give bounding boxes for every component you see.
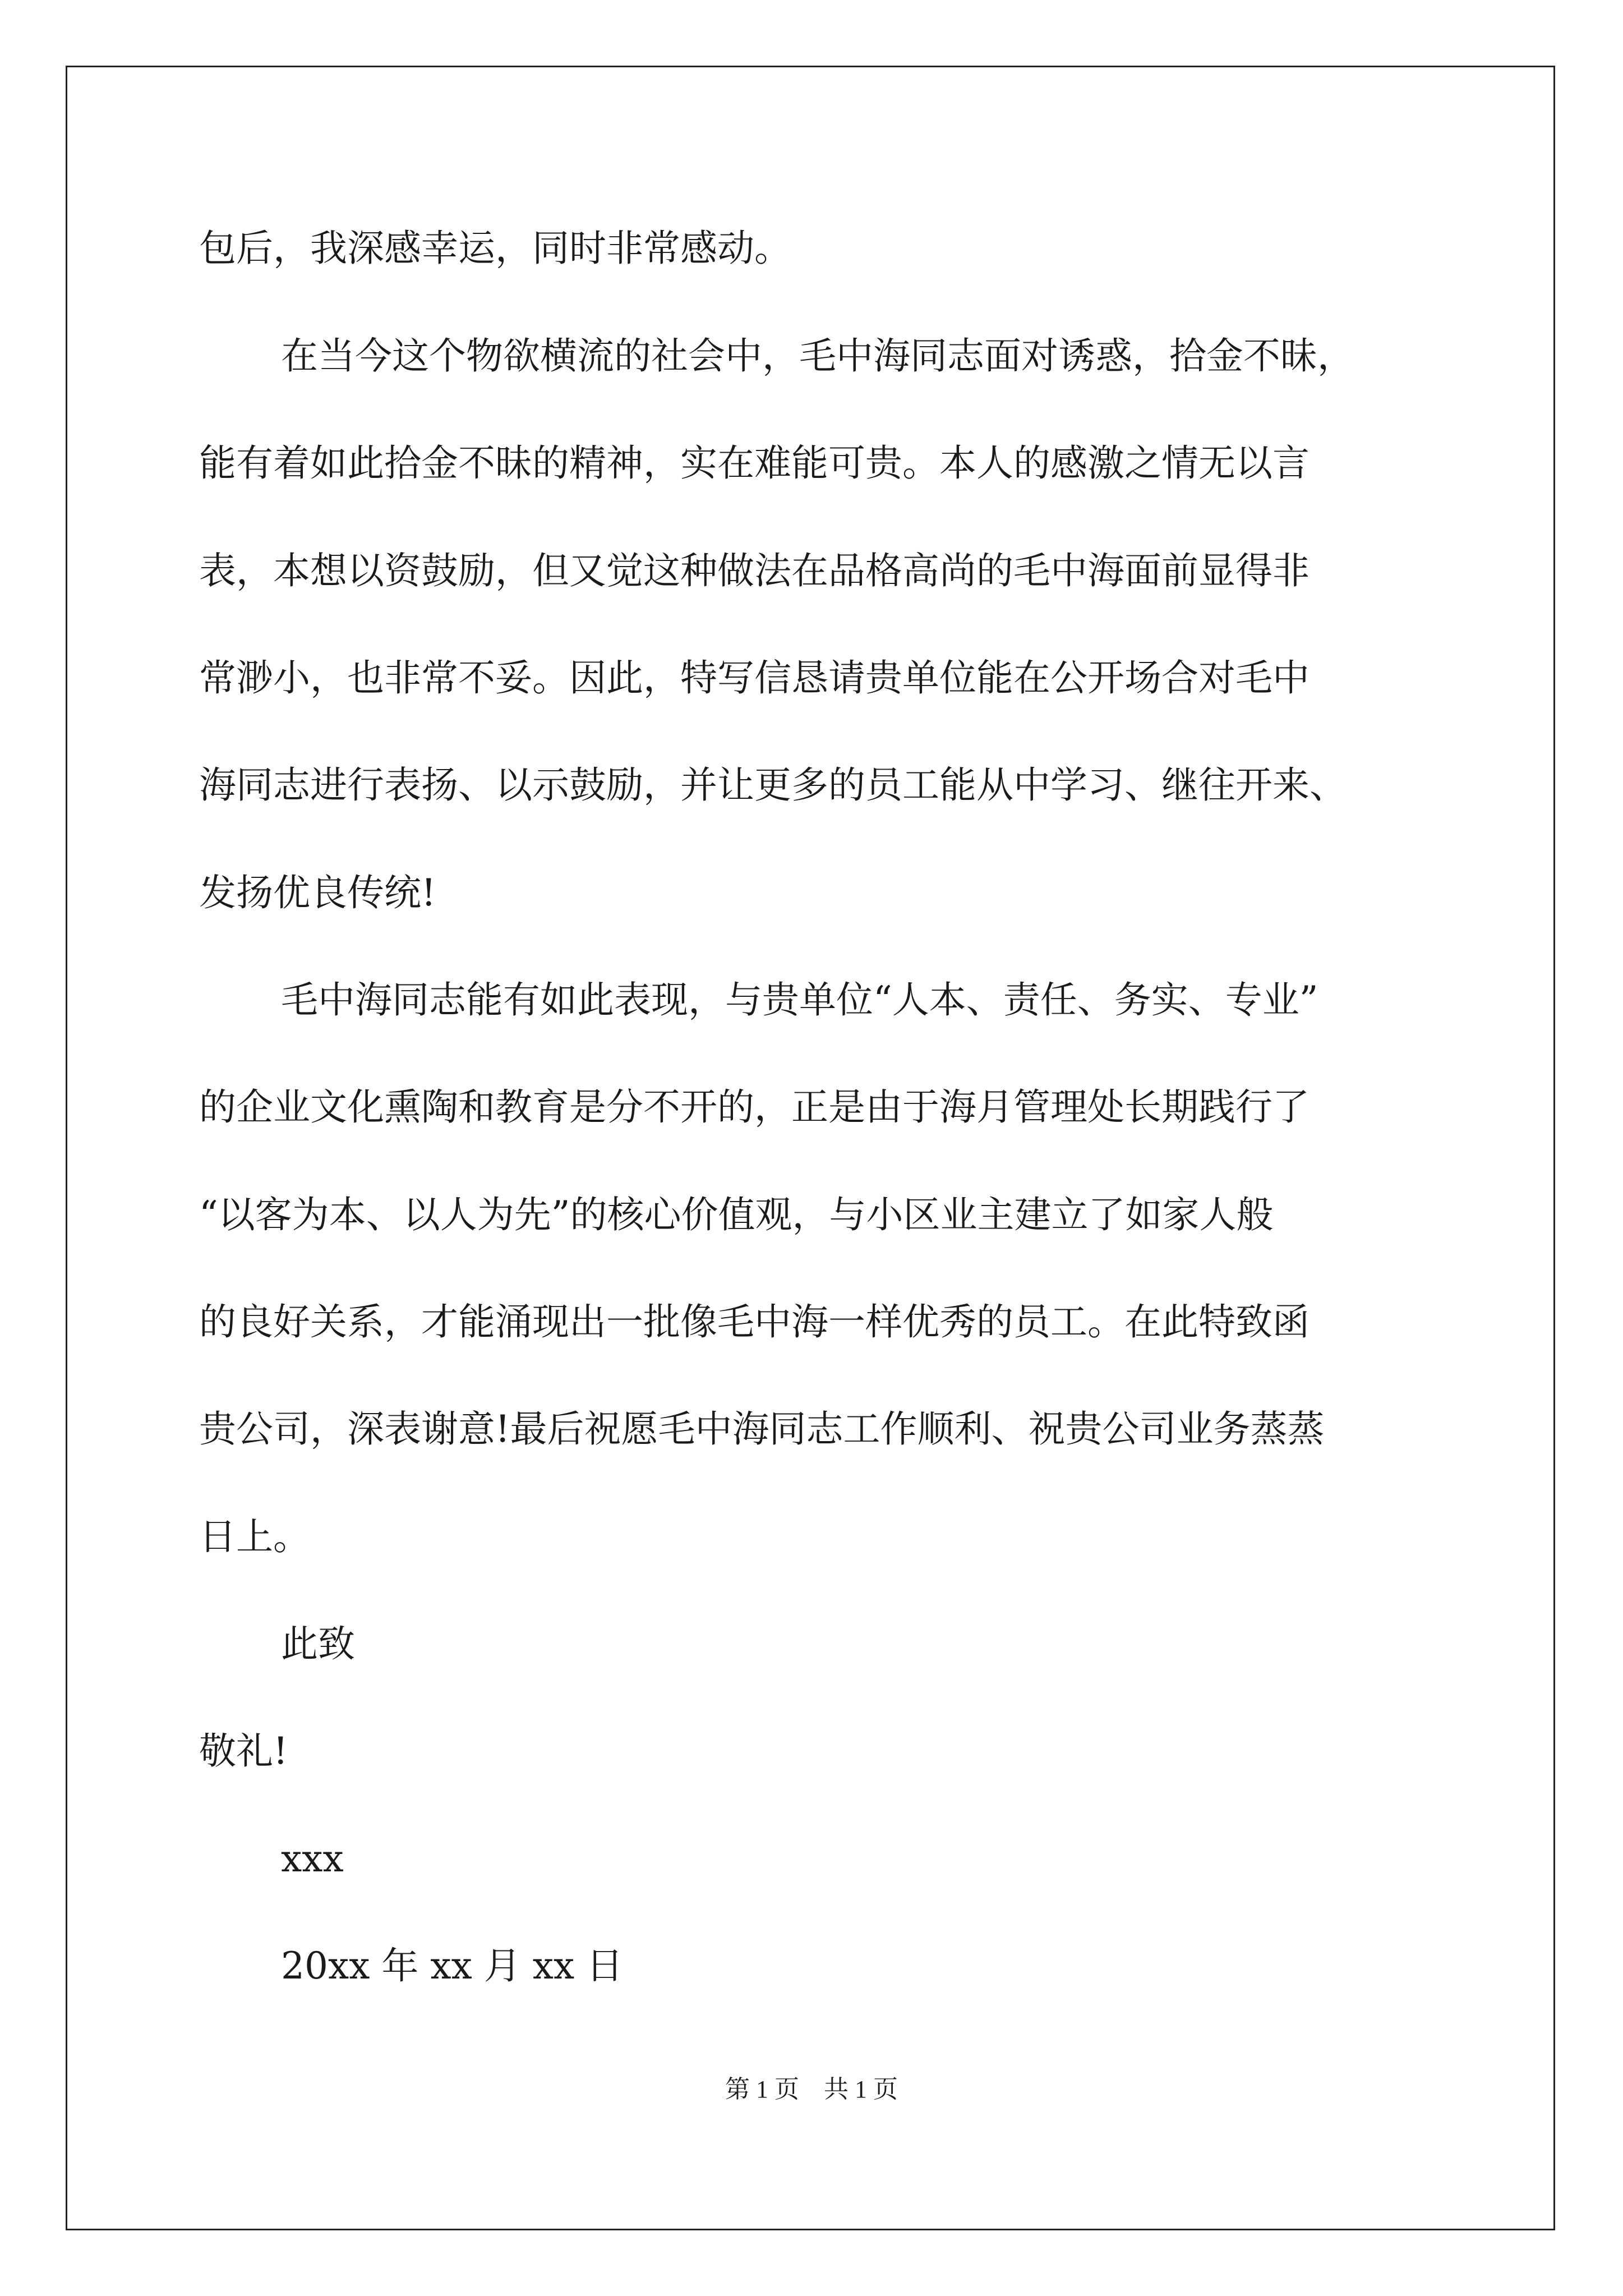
- text-line: 日上。: [199, 1515, 310, 1558]
- salute-line: 敬礼!: [199, 1729, 288, 1773]
- text-line: 表，本想以资鼓励，但又觉这种做法在品格高尚的毛中海面前显得非: [199, 549, 1310, 592]
- text-line: 毛中海同志能有如此表现，与贵单位“人本、责任、务实、专业”: [281, 978, 1318, 1022]
- text-line: 发扬优良传统!: [199, 871, 436, 914]
- text-line: 能有着如此拾金不昧的精神，实在难能可贵。本人的感激之情无以言: [199, 441, 1310, 485]
- text-line: 海同志进行表扬、以示鼓励，并让更多的员工能从中学习、继往开来、: [199, 763, 1347, 807]
- text-line: 包后，我深感幸运，同时非常感动。: [199, 227, 791, 270]
- text-line: “以客为本、以人为先”的核心价值观，与小区业主建立了如家人般: [199, 1193, 1274, 1236]
- letter-date: 20xx 年 xx 月 xx 日: [281, 1944, 624, 1987]
- closing-line: 此致: [281, 1622, 355, 1665]
- text-line: 贵公司，深表谢意!最后祝愿毛中海同志工作顺利、祝贵公司业务蒸蒸: [199, 1407, 1325, 1451]
- footer-gap: [799, 2076, 824, 2103]
- page-number: 第 1 页: [725, 2076, 799, 2103]
- page-border: [66, 66, 1555, 2230]
- page-footer: [0, 2076, 1623, 2104]
- page-total: 共 1 页: [824, 2076, 898, 2103]
- text-line: 的企业文化熏陶和教育是分不开的，正是由于海月管理处长期践行了: [199, 1085, 1310, 1129]
- text-line: 常渺小，也非常不妥。因此，特写信恳请贵单位能在公开场合对毛中: [199, 656, 1310, 700]
- signature: xxx: [281, 1837, 344, 1880]
- text-line: 在当今这个物欲横流的社会中，毛中海同志面对诱惑，拾金不昧，: [281, 334, 1354, 378]
- text-line: 的良好关系，才能涌现出一批像毛中海一样优秀的员工。在此特致函: [199, 1300, 1310, 1343]
